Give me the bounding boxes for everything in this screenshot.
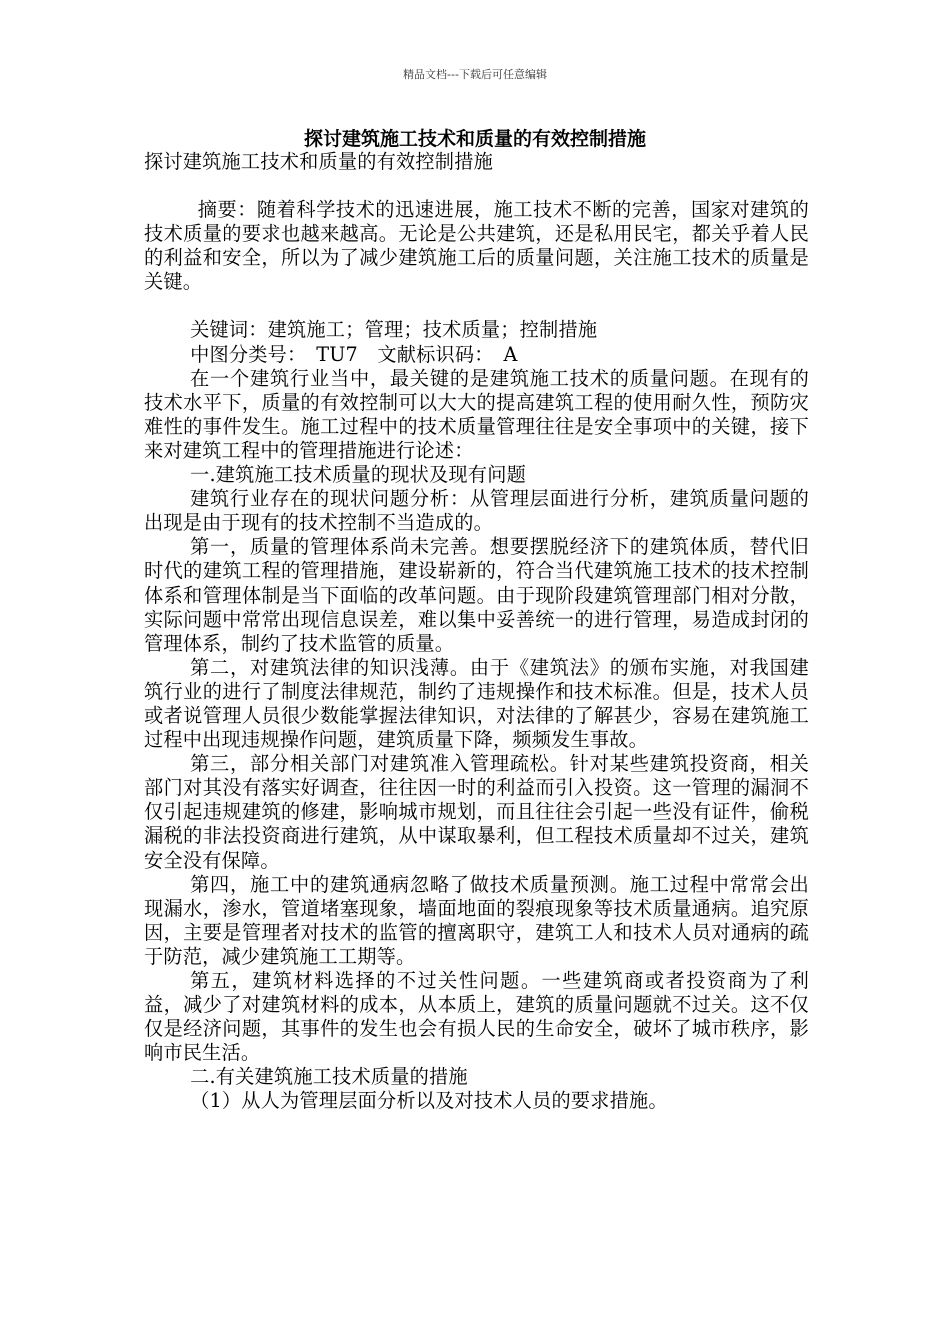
- document-title: 探讨建筑施工技术和质量的有效控制措施: [303, 128, 646, 150]
- subsection-heading: （1）从人为管理层面分析以及对技术人员的要求措施。: [190, 1089, 668, 1113]
- keywords-line: 关键词：建筑施工；管理；技术质量；控制措施: [190, 318, 598, 342]
- page-header: 精品文档---下载后可任意编辑: [403, 68, 547, 81]
- body-paragraph: 在一个建筑行业当中，最关键的是建筑施工技术的质量问题。在现有的技术水平下，质量的有效控制可以大大的提高建筑工程的使用耐久性，预防灾难性的事件发生。施工过程中的技术质量管理往往是安全事项中的关键，接下来对建筑工程中的管理措施进行论述：: [144, 366, 809, 462]
- body-paragraph: 第二，对建筑法律的知识浅薄。由于《建筑法》的颁布实施，对我国建筑行业的进行了制度法律规范，制约了违规操作和技术标准。但是，技术人员或者说管理人员很少数能掌握法律知识，对法律的了解甚少，容易在建筑施工过程中出现违规操作问题，建筑质量下降，频频发生事故。: [144, 655, 809, 752]
- body-paragraph: 第五，建筑材料选择的不过关性问题。一些建筑商或者投资商为了利益，减少了对建筑材料的成本，从本质上，建筑的质量问题就不过关。这不仅仅是经济问题，其事件的发生也会有损人民的生命安全，破坏了城市秩序，影响市民生活。: [144, 969, 809, 1065]
- spacer: [144, 294, 809, 318]
- document-subtitle: 探讨建筑施工技术和质量的有效控制措施: [144, 150, 493, 173]
- spacer: [144, 174, 809, 198]
- classification-line: 中图分类号： TU7 文献标识码： A: [190, 342, 518, 366]
- document-body: [144, 150, 809, 1114]
- section-heading: 一.建筑施工技术质量的现状及现有问题: [190, 463, 526, 487]
- abstract-paragraph: 摘要：随着科学技术的迅速进展，施工技术不断的完善，国家对建筑的技术质量的要求也越来越高。无论是公共建筑，还是私用民宅，都关乎着人民的利益和安全，所以为了减少建筑施工后的质量问题，关注施工技术的质量是关键。: [144, 198, 809, 294]
- body-paragraph: 第一，质量的管理体系尚未完善。想要摆脱经济下的建筑体质，替代旧时代的建筑工程的管理措施，建设崭新的，符合当代建筑施工技术的技术控制体系和管理体制是当下面临的改革问题。由于现阶段建筑管理部门相对分散，实际问题中常常出现信息误差，难以集中妥善统一的进行管理，易造成封闭的管理体系，制约了技术监管的质量。: [144, 535, 809, 655]
- body-paragraph: 第三，部分相关部门对建筑准入管理疏松。针对某些建筑投资商，相关部门对其没有落实好调查，往往因一时的利益而引入投资。这一管理的漏洞不仅引起违规建筑的修建，影响城市规划，而且往往会引起一些没有证件，偷税漏税的非法投资商进行建筑，从中谋取暴利，但工程技术质量却不过关，建筑安全没有保障。: [144, 752, 809, 872]
- body-paragraph: 建筑行业存在的现状问题分析：从管理层面进行分析，建筑质量问题的出现是由于现有的技术控制不当造成的。: [144, 487, 809, 535]
- section-heading: 二.有关建筑施工技术质量的措施: [190, 1065, 468, 1089]
- body-paragraph: 第四，施工中的建筑通病忽略了做技术质量预测。施工过程中常常会出现漏水，渗水，管道堵塞现象，墙面地面的裂痕现象等技术质量通病。追究原因，主要是管理者对技术的监管的擅离职守，建筑工人和技术人员对通病的疏于防范，减少建筑施工工期等。: [144, 872, 809, 968]
